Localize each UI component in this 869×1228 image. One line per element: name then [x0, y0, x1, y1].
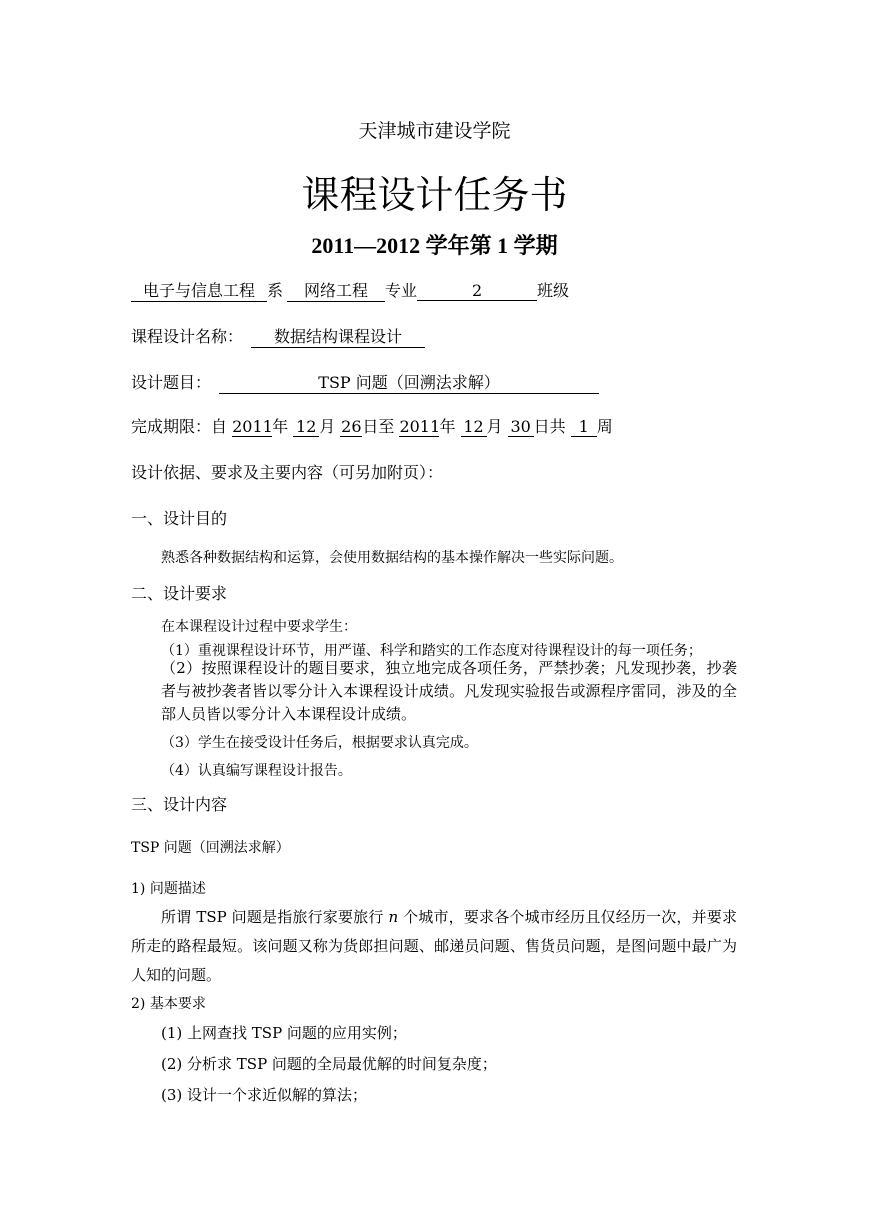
- problem-text-part: 个城市，要求各个城市经历且仅经历一次，并要求所走的路程最短。该问题又称为货郎担问题、邮递员问题、售货员问题，是图问题中最广为人知的问题。: [131, 908, 737, 984]
- major-value: 网络工程: [287, 278, 385, 302]
- end-year: 2011: [399, 417, 441, 436]
- major-suffix: 专业: [385, 281, 418, 300]
- course-name-value: 数据结构课程设计: [251, 324, 425, 348]
- document-title: 课程设计任务书: [301, 173, 568, 217]
- class-line: [131, 278, 569, 302]
- requirement-item: （1）重视课程设计环节，用严谨、科学和踏实的工作态度对待课程设计的每一项任务；: [161, 643, 702, 659]
- day-to-text: 日至: [362, 417, 395, 436]
- section2-heading: 二、设计要求: [131, 584, 228, 603]
- month-text: 月: [319, 417, 336, 436]
- class-suffix: 班级: [537, 281, 570, 300]
- requirement-item: （3）学生在接受设计任务后，根据要求认真完成。: [161, 735, 478, 751]
- start-month: 12: [293, 417, 319, 437]
- dept-suffix: 系: [267, 281, 284, 300]
- course-name-label: 课程设计名称：: [131, 327, 244, 346]
- topic-label: 设计题目：: [131, 373, 212, 392]
- period-line: [131, 414, 613, 437]
- basic-requirements-heading: 2) 基本要求: [131, 996, 206, 1012]
- month-text: 月: [486, 417, 503, 436]
- department-value: 电子与信息工程: [131, 278, 267, 302]
- topic-value: TSP 问题（回溯法求解）: [219, 370, 599, 394]
- problem-description-text: [131, 903, 737, 990]
- course-name-line: [131, 324, 425, 348]
- section3-topic: TSP 问题（回溯法求解）: [131, 840, 290, 856]
- start-day: 26: [341, 417, 362, 436]
- section2-intro: 在本课程设计过程中要求学生：: [161, 619, 357, 635]
- variable-n: n: [388, 908, 399, 926]
- weeks-value: 1: [571, 417, 597, 437]
- problem-description-heading: 1) 问题描述: [131, 881, 206, 897]
- topic-line: [131, 370, 599, 394]
- term-line: 2011—2012 学年第 1 学期: [311, 233, 558, 258]
- section1-text: 熟悉各种数据结构和运算，会使用数据结构的基本操作解决一些实际问题。: [161, 550, 623, 566]
- year-text: 年: [272, 417, 289, 436]
- day-total-text: 日共: [533, 417, 566, 436]
- basic-requirement-item: (1) 上网查找 TSP 问题的应用实例；: [161, 1024, 407, 1042]
- week-text: 周: [596, 417, 613, 436]
- year-text: 年: [439, 417, 456, 436]
- section1-heading: 一、设计目的: [131, 509, 228, 528]
- basic-requirement-item: (3) 设计一个求近似解的算法；: [161, 1086, 368, 1104]
- section3-heading: 三、设计内容: [131, 795, 228, 814]
- problem-text-part: 所谓 TSP 问题是指旅行家要旅行: [161, 908, 389, 926]
- basis-heading: 设计依据、要求及主要内容（可另加附页）：: [131, 463, 444, 482]
- start-year: 2011: [232, 417, 273, 436]
- requirement-item: （2）按照课程设计的题目要求，独立地完成各项任务，严禁抄袭；凡发现抄袭，抄袭者与被抄袭者皆以零分计入本课程设计成绩。凡发现实验报告或源程序雷同，涉及的全部人员皆以零分计入本课程设计成绩。: [161, 659, 737, 723]
- class-number-value: 2: [417, 281, 537, 301]
- period-label: 完成期限：自: [131, 417, 228, 436]
- basic-requirement-item: (2) 分析求 TSP 问题的全局最优解的时间复杂度；: [161, 1055, 497, 1073]
- requirement-item: （4）认真编写课程设计报告。: [161, 763, 352, 779]
- school-name: 天津城市建设学院: [358, 120, 511, 142]
- end-month: 12: [461, 417, 487, 437]
- end-day: 30: [508, 417, 534, 437]
